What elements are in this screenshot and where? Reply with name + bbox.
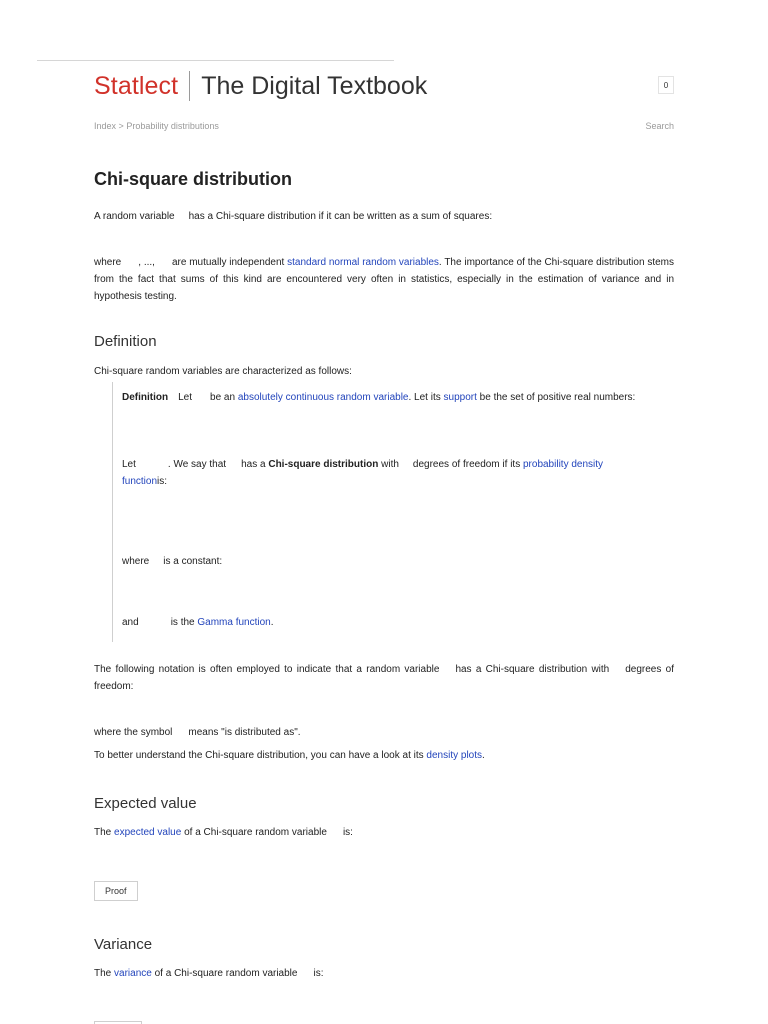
top-divider	[37, 60, 394, 61]
definition-text: Let	[178, 392, 193, 403]
definition-text: . Let its	[408, 392, 441, 403]
heading-definition: Definition	[94, 333, 157, 350]
share-counter[interactable]: 0	[658, 76, 674, 94]
definition-text: is:	[157, 476, 168, 487]
definition-text: is the	[170, 617, 195, 628]
brand-subtitle: The Digital Textbook	[201, 71, 428, 100]
definition-text: where	[122, 556, 150, 567]
search-link[interactable]: Search	[645, 121, 674, 131]
brand-separator	[189, 71, 190, 101]
definition-term: Chi-square distribution	[268, 459, 379, 470]
intro-text: A random variable	[94, 211, 175, 222]
definition-text: Let	[122, 459, 136, 470]
brand-logo[interactable]: Statlect	[94, 71, 179, 100]
breadcrumb-index[interactable]: Index	[94, 121, 117, 131]
definition-text: degrees of freedom if its	[412, 459, 521, 470]
link-support[interactable]: support	[443, 392, 477, 403]
intro-text: are mutually independent	[171, 257, 285, 268]
intro-text: . The importance of the Chi-square distribution stems from the fact that sums of this kind are encountered very often in statistics, especially in the estimation of variance and in hypothesis testing.	[94, 257, 674, 302]
intro-text: , ...,	[138, 257, 155, 268]
expected-text: is:	[342, 827, 353, 838]
link-probability-density-function[interactable]: probability density function	[122, 459, 604, 487]
definition-line-4	[122, 614, 647, 631]
breadcrumb	[94, 121, 674, 131]
notation-text: degrees of freedom:	[94, 664, 674, 692]
notation-paragraph	[94, 661, 674, 695]
definition-text: .	[270, 617, 274, 628]
definition-line-2	[122, 456, 647, 490]
intro-paragraph-2	[94, 254, 674, 305]
proof-button[interactable]: Proof	[94, 881, 138, 901]
density-plots-paragraph	[94, 747, 674, 764]
link-density-plots[interactable]: density plots	[426, 750, 483, 761]
intro-text: has a Chi-square distribution if it can be written as a sum of squares:	[188, 211, 493, 222]
definition-label: Definition	[122, 392, 169, 403]
link-absolutely-continuous[interactable]: absolutely continuous random variable	[237, 392, 409, 403]
definition-line-1	[122, 389, 647, 406]
variance-text: is:	[313, 968, 324, 979]
definition-lead: Chi-square random variables are characterized as follows:	[94, 366, 352, 377]
variance-text: The	[94, 968, 112, 979]
notation-text: has a Chi-square distribution with	[455, 664, 610, 675]
definition-line-3	[122, 553, 647, 570]
link-standard-normal[interactable]: standard normal random variables	[287, 257, 439, 268]
heading-expected-value: Expected value	[94, 795, 197, 812]
link-variance[interactable]: variance	[114, 968, 152, 979]
expected-text: of a Chi-square random variable	[184, 827, 327, 838]
definition-text: with	[381, 459, 399, 470]
symbol-text: means "is distributed as".	[188, 727, 301, 738]
symbol-paragraph	[94, 724, 674, 741]
symbol-text: where the symbol	[94, 727, 173, 738]
page-title: Chi-square distribution	[94, 169, 292, 189]
link-expected-value[interactable]: expected value	[114, 827, 182, 838]
definition-text: . We say that	[167, 459, 227, 470]
definition-text: has a	[241, 459, 266, 470]
plots-text: .	[482, 750, 485, 761]
definition-text: and	[122, 617, 139, 628]
link-gamma-function[interactable]: Gamma function	[197, 617, 271, 628]
variance-paragraph	[94, 965, 674, 982]
breadcrumb-separator: >	[118, 121, 124, 131]
proof-row	[94, 881, 674, 901]
variance-text: of a Chi-square random variable	[154, 968, 298, 979]
expected-value-paragraph	[94, 824, 674, 841]
intro-paragraph-1	[94, 208, 674, 225]
expected-text: The	[94, 827, 112, 838]
plots-text: To better understand the Chi-square distribution, you can have a look at its	[94, 750, 424, 761]
heading-variance: Variance	[94, 936, 153, 953]
breadcrumb-section[interactable]: Probability distributions	[126, 121, 219, 131]
definition-text: is a constant:	[163, 556, 223, 567]
definition-text: be the set of positive real numbers:	[479, 392, 636, 403]
notation-text: The following notation is often employed to indicate that a random variable	[94, 664, 440, 675]
definition-text: be an	[210, 392, 236, 403]
definition-box	[112, 382, 649, 642]
site-header	[94, 68, 674, 104]
intro-text: where	[94, 257, 122, 268]
